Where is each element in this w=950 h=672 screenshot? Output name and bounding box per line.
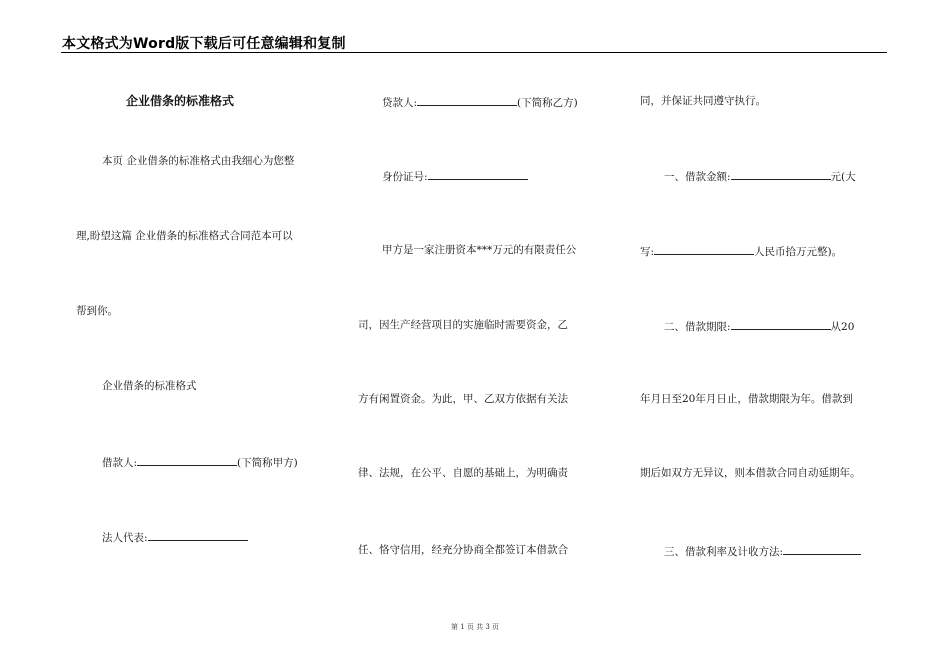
lender-suffix: (下简称乙方) <box>517 97 578 109</box>
term-blank <box>731 318 831 330</box>
id-line <box>382 168 528 184</box>
id-label: 身份证号: <box>382 171 428 183</box>
amount-words-blank <box>654 243 754 255</box>
amount-words-suffix: 人民币拾万元整)。 <box>754 246 843 258</box>
lender-line <box>382 94 578 110</box>
amount-words-line <box>640 243 842 259</box>
lender-blank <box>417 94 517 106</box>
amount-line <box>664 168 856 184</box>
term-label: 二、借款期限: <box>664 321 731 333</box>
borrower-blank <box>137 454 237 466</box>
amount-suffix: 元(大 <box>830 171 856 183</box>
amount-label: 一、借款金额: <box>664 171 731 183</box>
term-line <box>664 318 854 334</box>
intro-line-2: 理,盼望这篇 企业借条的标准格式合同范本可以 <box>76 230 293 242</box>
amount-words-prefix: 写: <box>640 246 655 258</box>
term-line-2: 年月日至20年月日止，借款期限为年。借款到 <box>640 393 853 405</box>
legal-rep-line <box>102 529 248 545</box>
column-1 <box>78 0 340 640</box>
paragraph-continuation: 同，并保证共同遵守执行。 <box>640 95 766 107</box>
rate-line <box>664 543 861 559</box>
rate-label: 三、借款利率及计收方法: <box>664 546 784 558</box>
borrower-label: 借款人: <box>102 457 138 469</box>
paragraph-line-1: 甲方是一家注册资本***万元的有限责任公 <box>382 244 577 256</box>
paragraph-line-5: 任、恪守信用，经充分协商全都签订本借款合 <box>358 544 568 556</box>
id-blank <box>428 168 528 180</box>
amount-blank <box>731 168 831 180</box>
page-number: 第 1 页 共 3 页 <box>450 623 500 631</box>
rate-blank <box>783 543 861 555</box>
legal-rep-blank <box>148 529 248 541</box>
document-header: 本文格式为Word版下载后可任意编辑和复制 <box>62 36 346 52</box>
intro-line-3: 帮到你。 <box>76 305 118 317</box>
column-2 <box>358 0 608 640</box>
paragraph-line-4: 律、法规，在公平、自愿的基础上，为明确责 <box>358 467 568 479</box>
paragraph-line-3: 方有闲置资金。为此，甲、乙双方依据有关法 <box>358 393 568 405</box>
borrower-line <box>102 454 298 470</box>
subtitle: 企业借条的标准格式 <box>102 380 197 392</box>
document-title: 企业借条的标准格式 <box>126 94 235 108</box>
legal-rep-label: 法人代表: <box>102 532 148 544</box>
borrower-suffix: (下简称甲方) <box>237 457 298 469</box>
lender-label: 贷款人: <box>382 97 418 109</box>
term-suffix: 从20 <box>830 321 855 333</box>
intro-line-1: 本页 企业借条的标准格式由我细心为您整 <box>102 155 295 167</box>
paragraph-line-2: 司，因生产经营项目的实施临时需要资金，乙 <box>358 319 568 331</box>
column-3 <box>640 0 890 640</box>
term-line-3: 期后如双方无异议，则本借款合同自动延期年。 <box>640 467 861 479</box>
